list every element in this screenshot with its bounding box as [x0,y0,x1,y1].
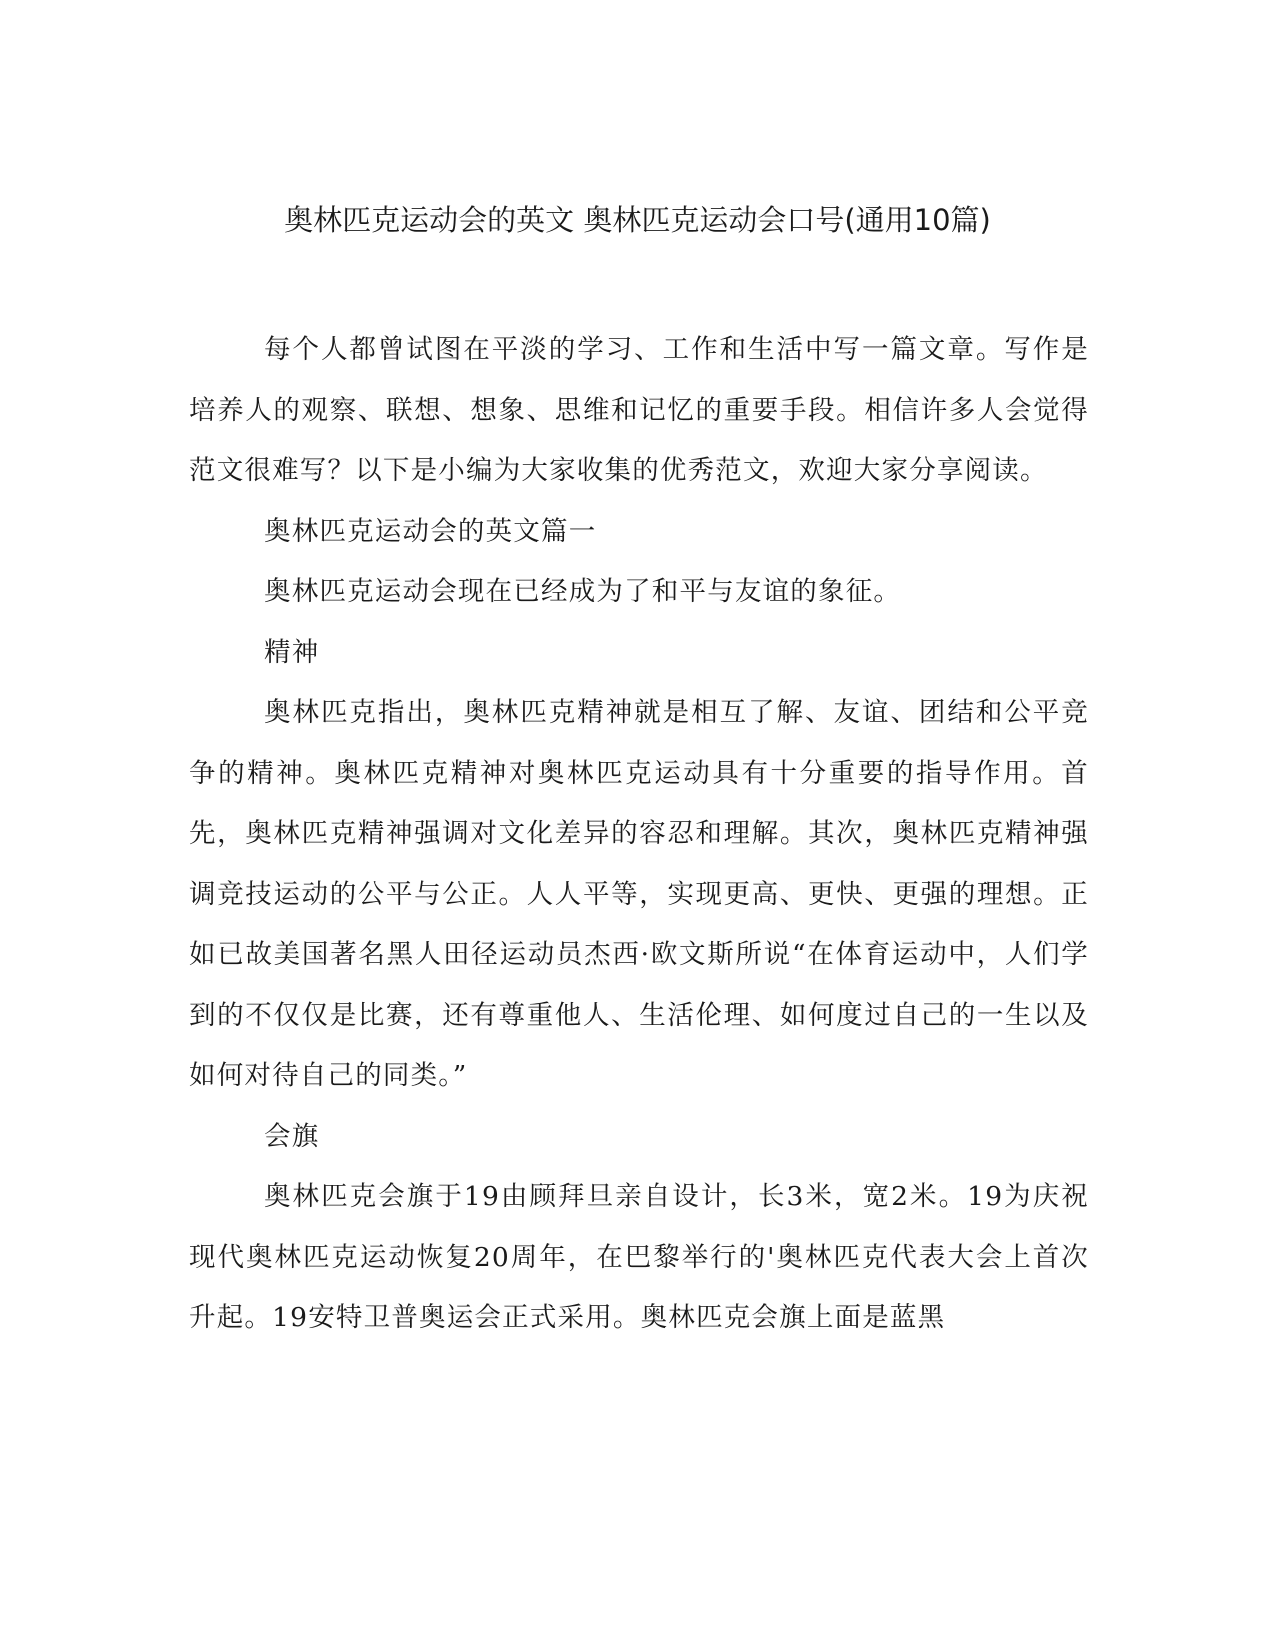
section-heading-spirit: 精神 [264,636,320,668]
section-heading-flag: 会旗 [264,1120,320,1152]
section-heading-part-one: 奥林匹克运动会的英文篇一 [264,515,597,547]
flag-paragraph: 奥林匹克会旗于19由顾拜旦亲自设计，长3米，宽2米。19为庆祝现代奥林匹克运动恢复20周年，在巴黎举行的'奥林匹克代表大会上首次升起。19安特卫普奥运会正式采用。奥林匹克会旗上面是蓝黑 [189,1181,1089,1333]
symbol-paragraph: 奥林匹克运动会现在已经成为了和平与友谊的象征。 [264,576,902,607]
document-body [189,320,1089,1349]
spirit-paragraph: 奥林匹克指出，奥林匹克精神就是相互了解、友谊、团结和公平竞争的精神。奥林匹克精神对奥林匹克运动具有十分重要的指导作用。首先，奥林匹克精神强调对文化差异的容忍和理解。其次，奥林匹克精神强调竞技运动的公平与公正。人人平等，实现更高、更快、更强的理想。正如已故美国著名黑人田径运动员杰西·欧文斯所说“在体育运动中，人们学到的不仅仅是比赛，还有尊重他人、生活伦理、如何度过自己的一生以及如何对待自己的同类。” [189,697,1089,1091]
document-title: 奥林匹克运动会的英文 奥林匹克运动会口号(通用10篇) [284,203,991,237]
intro-paragraph: 每个人都曾试图在平淡的学习、工作和生活中写一篇文章。写作是培养人的观察、联想、想象、思维和记忆的重要手段。相信许多人会觉得范文很难写？以下是小编为大家收集的优秀范文，欢迎大家分享阅读。 [189,334,1089,486]
